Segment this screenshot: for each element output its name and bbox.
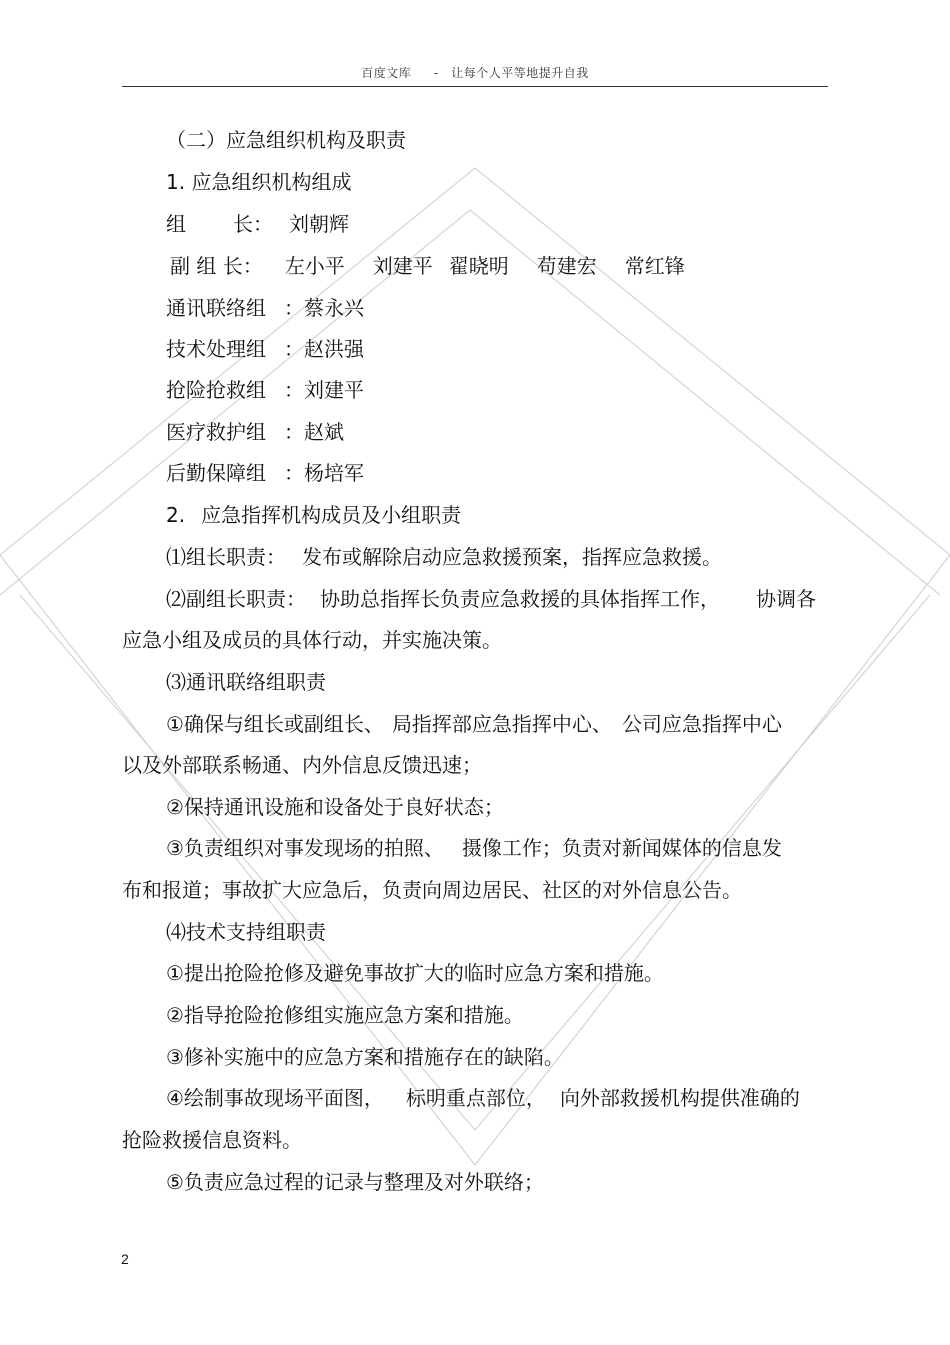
leader-name: 刘朝辉 [289, 212, 349, 236]
duty-3-item-3-line-2: 布和报道；事故扩大应急后，负责向周边居民、社区的对外信息公告。 [122, 878, 742, 902]
duty-4-item-4-line-2: 抢险救援信息资料。 [122, 1128, 302, 1152]
duty-3-item-1-text: ①确保与组长或副组长、 [166, 712, 384, 736]
group-colon: ： [284, 420, 304, 444]
page-number: 2 [121, 1251, 129, 1267]
group-colon: ： [284, 378, 304, 402]
group-row [166, 296, 364, 320]
leader-label: 组 [166, 212, 186, 236]
duty-2-text: 协调各 [756, 587, 816, 611]
duty-3-item-1-text: 局指挥部应急指挥中心、 [391, 712, 612, 736]
duty-4-item-1: ①提出抢险抢修及避免事故扩大的临时应急方案和措施。 [166, 961, 664, 985]
group-person: 蔡永兴 [304, 296, 364, 320]
duty-3-item-3-line-1 [166, 836, 782, 860]
duty-4-item-4-line-1 [166, 1086, 800, 1110]
duty-1-label: ⑴组长职责： [166, 545, 286, 569]
section-title: （二）应急组织机构及职责 [166, 128, 406, 152]
duty-4-item-3: ③修补实施中的应急方案和措施存在的缺陷。 [166, 1045, 564, 1069]
duty-4-title: ⑷技术支持组职责 [166, 920, 326, 944]
leader-label-end: 长： [233, 212, 273, 236]
group-row [166, 420, 344, 444]
deputy-name: 左小平 [284, 254, 345, 278]
duty-4-item-4-text: 标明重点部位， [405, 1086, 546, 1110]
duty-3-item-2: ②保持通讯设施和设备处于良好状态； [166, 795, 504, 819]
group-name: 医疗救护组 [166, 420, 266, 444]
deputy-row [170, 254, 685, 278]
duty-4-item-4-text: 向外部救援机构提供准确的 [559, 1086, 800, 1110]
header-divider [122, 86, 828, 87]
duty-4-item-4-text: ④绘制事故现场平面图， [166, 1086, 384, 1110]
duty-3-item-3-text: ③负责组织对事发现场的拍照、 [166, 836, 444, 860]
deputy-label: 副 组 长： [170, 254, 263, 278]
duty-4-item-5: ⑤负责应急过程的记录与整理及对外联络； [166, 1170, 544, 1194]
duty-2-text: 协助总指挥长负责应急救援的具体指挥工作， [320, 587, 720, 611]
group-name: 抢险抢救组 [166, 378, 266, 402]
duty-2-line-2: 应急小组及成员的具体行动，并实施决策。 [122, 628, 502, 652]
group-person: 杨培军 [304, 461, 364, 485]
duty-3-item-3-text: 摄像工作；负责对新闻媒体的信息发 [461, 836, 782, 860]
duty-3-title: ⑶通讯联络组职责 [166, 670, 326, 694]
subsection-1-title: 1. 应急组织机构组成 [166, 170, 352, 194]
duty-2-line-1 [166, 587, 816, 611]
duty-1-text: 发布或解除启动应急救援预案，指挥应急救援。 [302, 545, 722, 569]
page-header [0, 64, 950, 81]
group-person: 赵洪强 [304, 337, 364, 361]
group-colon: ： [284, 461, 304, 485]
group-person: 刘建平 [304, 378, 364, 402]
group-name: 通讯联络组 [166, 296, 266, 320]
duty-2-label: ⑵副组长职责： [166, 587, 306, 611]
group-person: 赵斌 [304, 420, 344, 444]
header-site: 百度文库 [361, 66, 412, 80]
subsection-2-title [166, 503, 461, 527]
duty-3-item-1-line-2: 以及外部联系畅通、内外信息反馈迅速； [122, 753, 482, 777]
duty-4-item-2: ②指导抢险抢修组实施应急方案和措施。 [166, 1003, 524, 1027]
group-row [166, 461, 364, 485]
duty-1 [166, 545, 722, 569]
group-name: 技术处理组 [166, 337, 266, 361]
duty-3-item-1-line-1 [166, 712, 782, 736]
duty-3-item-1-text: 公司应急指挥中心 [621, 712, 782, 736]
group-colon: ： [284, 296, 304, 320]
group-colon: ： [284, 337, 304, 361]
deputy-name: 常红锋 [624, 254, 685, 278]
subsection-2-text: 应急指挥机构成员及小组职责 [201, 503, 462, 527]
group-row [166, 337, 364, 361]
deputy-name: 苟建宏 [536, 254, 597, 278]
header-separator: - [433, 66, 439, 80]
group-name: 后勤保障组 [166, 461, 266, 485]
header-slogan: 让每个人平等地提升自我 [451, 66, 589, 80]
group-row [166, 378, 364, 402]
subsection-2-number: 2. [166, 503, 186, 527]
deputy-name: 翟晓明 [448, 254, 509, 278]
deputy-name: 刘建平 [372, 254, 433, 278]
leader-row [166, 212, 349, 236]
